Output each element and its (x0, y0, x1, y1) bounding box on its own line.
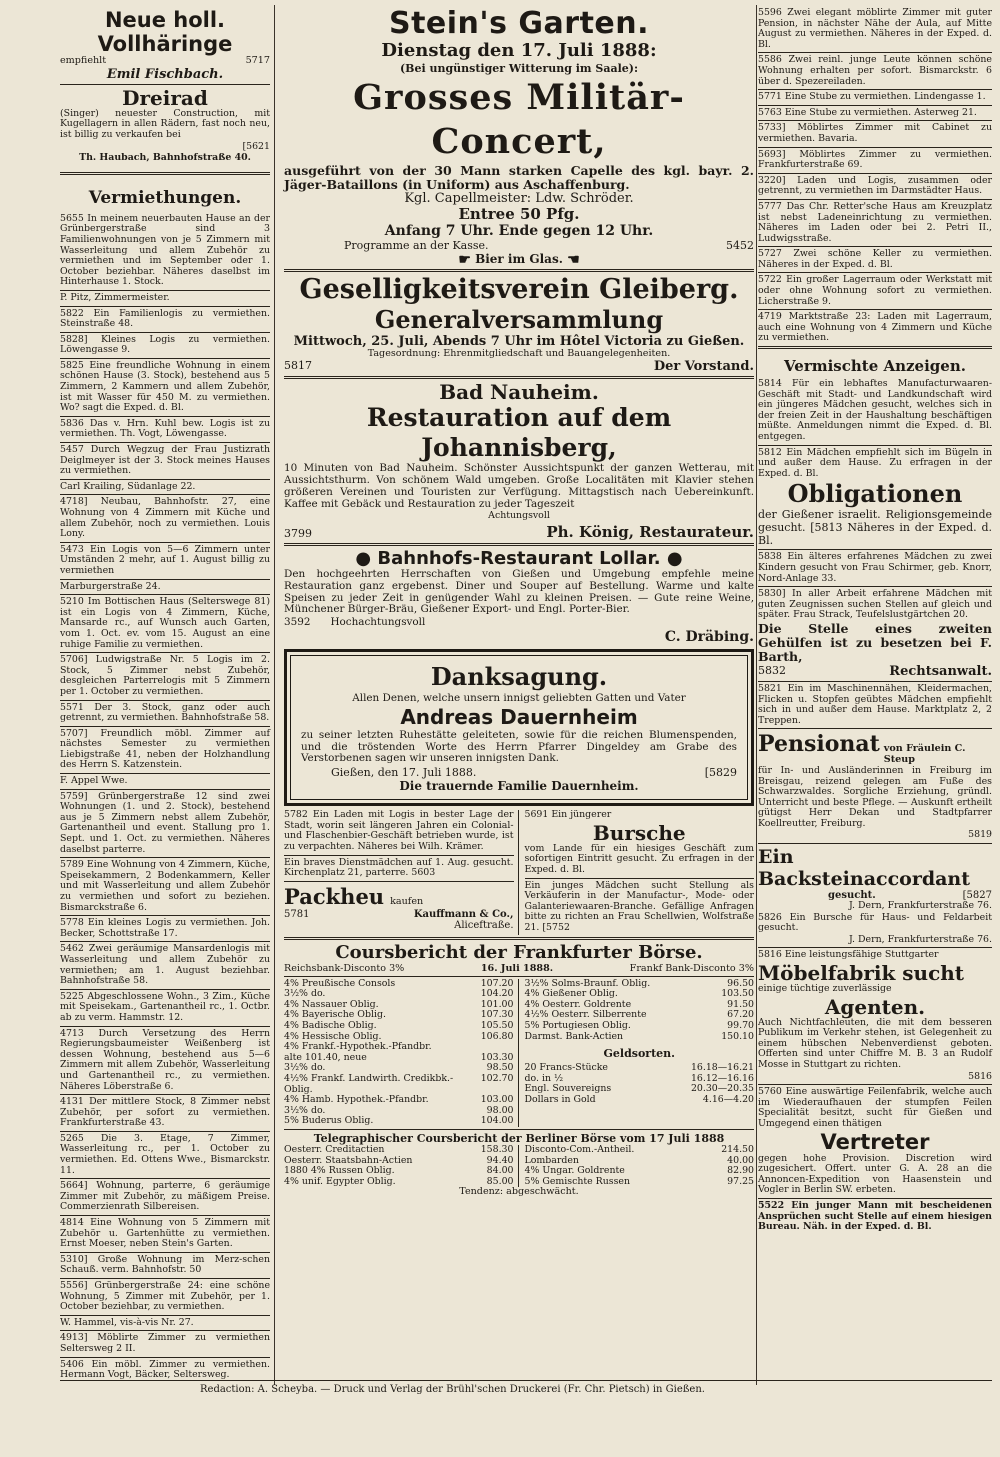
course-name: 3½% do. (284, 1062, 326, 1074)
dank-intro: Allen Denen, welche unsern innigst geliebten Gatten und Vater (352, 691, 686, 704)
table-row (284, 1074, 514, 1095)
course-name: 4% Hamb. Hypothek.-Pfandbr. (284, 1094, 429, 1106)
course-name: 4% Preußische Consols (284, 977, 396, 989)
classified-ad: 5310] Große Wohnung im Merz-schen Schauß. verm. Bahnhofstr. 50 (60, 1253, 270, 1276)
classified-ad: 5571 Der 3. Stock, ganz oder auch getrennt, zu vermiethen. Bahnhofstraße 58. (60, 701, 270, 724)
dank-place: Gießen, den 17. Juli 1888. (331, 766, 477, 780)
nauheim-ad (284, 381, 754, 541)
nauheim-rest: Restauration auf dem Johannisberg, (366, 403, 672, 463)
agenten-title: Agenten. (824, 994, 926, 1019)
lollar-text: Den hochgeehrten Herrschaften von Gießen und Umgebung empfehle meine Restauration ganz ergebenst. Diner und Souper auf Bestellung. Warme und kalte Speisen zu jeder Zeit in genügender Wahl zu kleinen Preisen. — Gute reine Weine, Münchener Bürger-Bräu, Gießener Export- und Engl. Porter-Bier. (284, 568, 754, 616)
course-name: Engl. Souvereigns (524, 1083, 612, 1095)
table-row (284, 1116, 514, 1127)
course-value: 104.00 (480, 1115, 514, 1127)
stein-date: Dienstag den 17. Juli 1888: (381, 40, 657, 61)
pensionat-ad (758, 731, 992, 841)
akk-sub: gesucht. (828, 890, 876, 902)
packheu-firm: Kauffmann & Co., (413, 908, 514, 920)
boerse-right: Frankf Bank-Disconto 3% (629, 962, 754, 974)
nauheim-sign: Ph. König, Restaurateur. (546, 523, 754, 542)
packheu-no: 5781 (284, 908, 310, 920)
agenten-no: 5816 (968, 1070, 992, 1082)
classified-ad: F. Appel Wwe. (60, 775, 128, 787)
hering-no: 5717 (245, 55, 270, 66)
bier: Bier im Glas. (475, 252, 563, 266)
left-column (60, 8, 270, 1382)
classified-ad: 5763 Eine Stube zu vermiethen. Asterweg 21. (758, 106, 977, 118)
lollar-sign: C. Dräbing. (664, 628, 754, 645)
hering-ad (60, 8, 270, 82)
classified-ad: 5778 Ein kleines Logis zu vermiethen. Joh. Becker, Schottstraße 17. (60, 917, 270, 939)
classified-ad: 5664] Wohnung, parterre, 6 geräumige Zimmer mit Zubehör, zu mäßigem Preise. Commerzienrath Silbereisen. (60, 1180, 270, 1213)
hering-name: Emil Fischbach. (106, 66, 224, 82)
capellmeister: Kgl. Capellmeister: Ldw. Schröder. (404, 191, 634, 206)
course-name: 4% Gießener Oblig. (524, 988, 618, 1000)
stein-weather: (Bei ungünstiger Witterung im Saale): (399, 62, 639, 75)
classified-ad: W. Hammel, vis-à-vis Nr. 27. (60, 1316, 194, 1328)
classified-ad: 5225 Abgeschlossene Wohn., 3 Zim., Küche mit Speisekam., Gartenantheil rc., 1. Octbr. ab zu verm. Hammstr. 12. (60, 990, 270, 1023)
gleiberg-ad (284, 274, 754, 375)
courses-right-table (525, 979, 755, 1043)
course-value: 98.00 (486, 1104, 514, 1116)
course-value: 103.50 (721, 988, 754, 1000)
table-row (284, 1021, 514, 1032)
course-value: 158.30 (480, 1143, 514, 1155)
boerse-title: Coursbericht der Frankfurter Börse. (335, 941, 703, 963)
course-name: alte 101.40, neue (284, 1051, 367, 1063)
classified-ad: 5586 Zwei reinl. junge Leute können schöne Wohnung erhalten per sofort. Bismarckstr. 6 über d. Spezereiladen. (758, 54, 992, 87)
course-value: 102.70 (480, 1072, 514, 1084)
classified-ad: 5406 Ein möbl. Zimmer zu vermiethen. Hermann Vogt, Bäcker, Seltersweg. (60, 1358, 270, 1381)
course-value: 84.00 (486, 1165, 514, 1177)
right-column (758, 8, 992, 1234)
footer-imprint: Redaction: A. Scheyba. — Druck und Verlag der Brühl'schen Druckerei (Fr. Chr. Pietsch) in Gießen. (200, 1384, 705, 1395)
dreirad-title: Dreirad (122, 85, 208, 110)
course-name: 4% unif. Egypter Oblig. (284, 1175, 396, 1187)
course-name: 3½% do. (284, 1104, 326, 1116)
course-name: 5% Gemischte Russen (524, 1175, 630, 1187)
gleiberg-no: 5817 (284, 359, 312, 373)
agenten-text: Auch Nichtfachleuten, die mit dem besseren Publikum im Verkehr stehen, ist Gelegenheit zu einem hübschen Nebenverdienst geboten. Offerten sind unter Chiffre M. B. 3 an Rudolf Mosse in Stuttgart zu richten. (758, 1016, 992, 1070)
dank-title: Danksagung. (430, 661, 608, 691)
classified-ad: 5836 Das v. Hrn. Kuhl bew. Logis ist zu vermiethen. Th. Vogt, Löwengasse. (60, 417, 270, 440)
course-value: 20.30—20.35 (690, 1083, 754, 1095)
course-name: 4% Nassauer Oblig. (284, 998, 379, 1010)
course-name: Oesterr. Staatsbahn-Actien (284, 1154, 413, 1166)
course-value: 4.16—4.20 (702, 1093, 754, 1105)
akk-no: [5827 (962, 890, 992, 902)
stein-garten-ad (284, 8, 754, 267)
concert-text: ausgeführt von der 30 Mann starken Capelle des kgl. bayr. 2. Jäger-Bataillons (in Uniform) aus Aschaffenburg. (284, 163, 754, 192)
classified-ad: 5265 Die 3. Etage, 7 Zimmer, Wasserleitung rc., per 1. October zu vermiethen. Ed. Ottens Wwe., Bismarckstr. 11. (60, 1132, 270, 1176)
packheu-kauft: kaufen (390, 895, 424, 907)
geld-title: Geldsorten. (603, 1047, 675, 1061)
classified-ad: 5759] Grünbergerstraße 12 sind zwei Wohnungen (1. und 2. Stock), bestehend aus je 5 Zimmern nebst allem Zubehör, Gartenantheil und event. Stallung pro 1. Sept. und 1. Oct. zu vermiethen. Näheres daselbst parterre. (60, 790, 270, 855)
packheu-street: Aliceftraße. (454, 919, 514, 931)
dreirad-ad (60, 87, 270, 164)
lollar-hoch: Hochachtungsvoll (330, 616, 426, 629)
classified-ad: 4713 Durch Versetzung des Herrn Regierungsbaumeister Weißenberg ist dessen Wohnung, bestehend aus 5—6 Zimmern mit allem Zubehör, Wasserleitung und Gartenantheil rc., zu vermiethen. Näheres Löberstraße 6. (60, 1027, 270, 1092)
hand-right-icon: ☚ (567, 251, 580, 268)
column-divider-right (756, 5, 757, 1385)
section-vermiethungen: Vermiethungen. (88, 187, 242, 208)
course-name: Oesterr. Creditactien (284, 1143, 385, 1155)
bullet-icon: ● (666, 548, 683, 570)
oblig-text: der Gießener israelit. Religionsgemeinde gesucht. [5813 Näheres in der Exped. d. Bl. (758, 508, 992, 548)
courses-left-table (284, 979, 514, 1127)
naeh-ad: 5821 Ein im Maschinennähen, Kleidermachen, Flicken u. Stopfen geübtes Mädchen empfiehlt sich in und außer dem Hause. Marktplatz 2, 2 Treppen. (758, 682, 992, 726)
course-value: 91.50 (727, 998, 754, 1010)
classified-ad: 5822 Ein Familienlogis zu vermiethen. Steinstraße 48. (60, 307, 270, 330)
packheu-title: Packheu (284, 883, 385, 909)
moebel-sub: einige tüchtige zuverlässige (758, 983, 892, 995)
obligationen-ad (758, 480, 992, 547)
classified-ad: 5473 Ein Logis von 5—6 Zimmern unter Umständen 2 mehr, auf 1. August billig zu vermiethen (60, 543, 270, 576)
lollar-title: Bahnhofs-Restaurant Lollar. (377, 548, 661, 570)
dank-name: Andreas Dauernheim (400, 704, 638, 729)
classified-ad: 5814 Für ein lebhaftes Manufacturwaaren-Geschäft mit Stadt- und Landkundschaft wird ein jüngeres Mädchen gesucht, welches sich in der freien Zeit in der Haushaltung beschäftigen müßte. Anmeldungen nimmt die Exped. d. Bl. entgegen. (758, 378, 992, 442)
dreirad-name: Th. Haubach, Bahnhofstraße 40. (79, 152, 251, 164)
course-name: 4% Ungar. Goldrente (524, 1165, 625, 1177)
course-value: 107.30 (480, 1009, 514, 1021)
hand-left-icon: ☛ (458, 251, 471, 268)
gleiberg-tages: Tagesordnung: Ehrenmitgliedschaft und Bauangelegenheiten. (367, 347, 671, 359)
course-name: 4% Hessische Oblig. (284, 1030, 382, 1042)
course-name: 5% Buderus Oblig. (284, 1115, 374, 1127)
classified-ad: 3220] Laden und Logis, zusammen oder getrennt, zu vermiethen im Darmstädter Haus. (758, 174, 992, 197)
bursche2-sign: J. Dern, Frankfurterstraße 76. (849, 933, 992, 945)
classified-ad: 5825 Eine freundliche Wohnung in einem schönen Hause (3. Stock), bestehend aus 5 Zimmern, 2 Kammern und allem Zubehör, ist mit Wasser für 450 M. zu vermiethen. Wo? sagt die Exped. d. Bl. (60, 359, 270, 414)
course-value: 99.70 (727, 1019, 754, 1031)
classified-ad: 5771 Eine Stube zu vermiethen. Lindengasse 1. (758, 91, 986, 103)
course-value: 103.30 (480, 1051, 514, 1063)
nauheim-title: Bad Nauheim. (439, 380, 599, 405)
course-name: 5% Portugiesen Oblig. (524, 1019, 631, 1031)
course-name: 3½% do. (284, 988, 326, 1000)
stelle-sign: Rechtsanwalt. (889, 663, 992, 679)
table-row (525, 1032, 755, 1043)
danksagung-box (284, 649, 754, 806)
classified-ad: 5556] Grünbergerstraße 24: eine schöne Wohnung, 5 Zimmer mit Zubehör, per 1. October beziehbar, zu vermiethen. (60, 1280, 270, 1313)
gleiberg-title: Geselligkeitsverein Gleiberg. (299, 273, 739, 305)
bursche-text: vom Lande für ein hiesiges Geschäft zum sofortigen Eintritt gesucht. Zu erfragen in der Exped. d. Bl. (524, 842, 754, 876)
course-value: 105.50 (480, 1019, 514, 1031)
stelle-no: 5832 (758, 663, 786, 677)
gleiberg-gv: Generalversammlung (374, 304, 664, 334)
akk-title: Ein Backsteinaccordant (758, 846, 971, 891)
boerse-date: 16. Juli 1888. (480, 962, 554, 974)
classified-ad: P. Pitz, Zimmermeister. (60, 291, 170, 303)
bursche2-ad: 5826 Ein Bursche für Haus- und Feldarbeit gesucht. (758, 911, 992, 934)
rental-ads (60, 214, 270, 1381)
stein-title: Stein's Garten. (388, 6, 650, 41)
classified-ad: 4913] Möblirte Zimmer zu vermiethen Seltersweg 2 II. (60, 1332, 270, 1354)
course-value: 101.00 (480, 998, 514, 1010)
course-name: Lombarden (524, 1154, 579, 1166)
course-name: 1880 4% Russen Oblig. (284, 1165, 395, 1177)
course-value: 16.12—16.16 (690, 1072, 754, 1084)
gleiberg-when: Mittwoch, 25. Juli, Abends 7 Uhr im Hôtel Victoria zu Gießen. (293, 333, 745, 349)
dreirad-no: [5621 (242, 140, 270, 152)
course-value: 107.20 (480, 977, 514, 989)
classified-ad: 5733] Möblirtes Zimmer mit Cabinet zu vermiethen. Bavaria. (758, 122, 992, 144)
akk-sign: J. Dern, Frankfurterstraße 76. (849, 900, 992, 912)
dreirad-text: (Singer) neuester Construction, mit Kugellagern in allen Rädern, fast noch neu, ist billig zu verkaufen bei (60, 107, 270, 140)
anfang: Anfang 7 Uhr. Ende gegen 12 Uhr. (384, 223, 654, 239)
classified-ad: 4719 Marktstraße 23: Laden mit Lagerraum, auch eine Wohnung von 4 Zimmern und Küche zu vermiethen. (758, 311, 992, 344)
table-row (525, 1145, 755, 1156)
table-row (525, 1021, 755, 1032)
course-value: 97.25 (727, 1175, 754, 1187)
course-value: 150.10 (721, 1030, 754, 1042)
tendenz: Tendenz: abgeschwächt. (459, 1186, 579, 1198)
course-value: 40.00 (727, 1154, 754, 1166)
classified-ad: 5596 Zwei elegant möblirte Zimmer mit guter Pension, in nächster Nähe der Aula, auf Mitte August zu vermiethen. Näheres in der Exped. d. Bl. (758, 7, 992, 50)
mann-ad: 5522 Ein junger Mann mit bescheidenen Ansprüchen sucht Stelle auf einem hiesigen Bureau. Näh. in der Exped. d. Bl. (758, 1199, 992, 1233)
pension-sub: von Fräulein C. Steup (883, 743, 966, 766)
classified-ad: 4131 Der mittlere Stock, 8 Zimmer nebst Zubehör, per sofort zu vermiethen. Frankfurterstraße 43. (60, 1096, 270, 1129)
classified-ad: 5722 Ein großer Lagerraum oder Werkstatt mit oder ohne Wohnung sofort zu vermiethen. Licherstraße 9. (758, 274, 992, 307)
classified-ad: 5777 Das Chr. Retter'sche Haus am Kreuzplatz ist nebst Ladeneinrichtung zu vermiethen. Näheres im Laden oder bei 2. Petri II., Ludwigsstraße. (758, 200, 992, 244)
nauheim-hoch: Achtungsvoll (488, 510, 550, 522)
course-value: 214.50 (721, 1143, 754, 1155)
course-value: 94.40 (486, 1154, 514, 1166)
dank-sign: Die trauernde Familie Dauernheim. (399, 779, 639, 794)
course-value: 98.50 (486, 1062, 514, 1074)
course-name: Disconto-Com.-Antheil. (524, 1143, 635, 1155)
lollar-no: 3592 (284, 616, 311, 629)
oblig-title: Obligationen (787, 479, 963, 509)
berlin-right-table (525, 1145, 755, 1187)
concert-title: Grosses Militär-Concert, (353, 77, 685, 162)
nauheim-no: 3799 (284, 527, 312, 541)
vertreter-text: gegen hohe Provision. Discretion wird zugesichert. Offert. unter G. A. 28 an die Annoncen-Expedition von Haasenstein und Vogler in Berlin SW. erbeten. (758, 1152, 992, 1196)
dienst-ad: Ein braves Dienstmädchen auf 1. Aug. gesucht. Kirchenplatz 21, parterre. 5603 (284, 856, 514, 879)
classified-ad: 4718] Neubau, Bahnhofstr. 27, eine Wohnung von 4 Zimmern mit Küche und allem Zubehör, noch zu vermiethen. Louis Lony. (60, 496, 270, 540)
course-name: 3½% Solms-Braunf. Oblig. (524, 977, 651, 989)
bursche-pre: 5691 Ein jüngerer (524, 809, 612, 821)
column-divider-left (274, 5, 275, 1385)
moebel-title: Möbelfabrik sucht (758, 961, 965, 986)
pension-text: für In- und Ausländerinnen in Freiburg im Breisgau, reizend gelegen am Fuße des Schwarzwaldes. Sorgliche Erziehung, gründl. Unterricht und beste Pflege. — Auskunft ertheilt gütigst Herr Dekan und Stadtpfarrer Koellreutter, Freiburg. (758, 764, 992, 829)
course-value: 103.00 (480, 1094, 514, 1106)
bursche-title: Bursche (592, 820, 686, 845)
course-value: 96.50 (727, 977, 754, 989)
classified-ad: 5706] Ludwigstraße Nr. 5 Logis im 2. Stock, 5 Zimmer nebst Zubehör, desgleichen Parterrelogis mit 5 Zimmern per 1. October zu vermiethen. (60, 654, 270, 697)
classified-ad: 5789 Eine Wohnung von 4 Zimmern, Küche, Speisekammern, 2 Bodenkammern, Keller und mit Wasserleitung und allem Zubehör zu vermiethen und sofort zu beziehen. Bismarckstraße 6. (60, 859, 270, 913)
pension-no: 5819 (968, 829, 992, 841)
table-row (284, 1145, 514, 1156)
course-value: 67.20 (727, 1009, 754, 1021)
vertreter-ad (758, 1087, 992, 1196)
right-rental-ads (758, 8, 992, 344)
feilen-text: 5760 Eine auswärtige Feilenfabrik, welche auch im Wiederaufhauen der stumpfen Feilen Specialität besitzt, sucht für Gießen und Umgegend einen thätigen (758, 1086, 992, 1129)
hering-sub: empfiehlt (60, 55, 107, 66)
stelle-ad (758, 622, 992, 679)
classified-ad: Carl Krailing, Südanlage 22. (60, 480, 196, 492)
course-name: do. in ½ (524, 1072, 564, 1084)
classified-ad: 5693] Möblirtes Zimmer zu vermiethen. Frankfurterstraße 69. (758, 148, 992, 171)
course-value: 106.80 (480, 1030, 514, 1042)
classified-ad: 5462 Zwei geräumige Mansardenlogis mit Wasserleitung und allem Zubehör zu vermiethen; am 1. August beziehbar. Bahnhofstraße 58. (60, 943, 270, 987)
course-name: Dollars in Gold (524, 1093, 596, 1105)
moebel-pre: 5816 Eine leistungsfähige Stuttgarter (758, 949, 939, 961)
course-name: 4% Badische Oblig. (284, 1019, 377, 1031)
programme-no: 5452 (726, 239, 754, 252)
geld-table (525, 1063, 755, 1105)
course-value: 104.20 (480, 988, 514, 1000)
small-ads-row (284, 810, 754, 934)
course-value: 85.00 (486, 1175, 514, 1187)
classified-ad: 5210 Im Bottischen Haus (Selterswege 81) ist ein Logis von 4 Zimmern, Küche, Mansarde rc., auf Wunsch auch Garten, vom 1. Oct. ev. vom 15. August an eine ruhige Familie zu vermiethen. (60, 596, 270, 650)
nauheim-text: 10 Minuten von Bad Nauheim. Schönster Aussichtspunkt der ganzen Wetterau, mit Aussichtsthurm. Von schönem Wald umgeben. Große Localitäten mit Klavier stehen größeren Vereinen und Touristen zur Verfügung. Mittagstisch nach Uebereinkunft. Kaffee mit Gebäck und Restauration zu jeder Tageszeit (284, 462, 754, 510)
course-name: 20 Francs-Stücke (524, 1062, 608, 1074)
laden-ad: 5782 Ein Laden mit Logis in bester Lage der Stadt, worin seit längeren Jahren ein Colonial- und Flaschenbier-Geschäft betrieben wurde, ist zu verpachten. Näheres bei Wilh. Krämer. (284, 809, 514, 853)
moebel-ad (758, 950, 992, 1082)
boerse-left: Reichsbank-Disconto 3% (284, 962, 405, 974)
misc-ads (758, 379, 992, 479)
vertreter-title: Vertreter (820, 1129, 930, 1154)
middle-column (284, 8, 754, 1198)
gleiberg-sign: Der Vorstand. (653, 359, 754, 375)
dank-text: zu seiner letzten Ruhestätte geleiteten, sowie für die reichen Blumenspenden, und die tröstenden Worte des Herrn Pfarrer Dingeldey am Grabe des Verstorbenen sagen wir unseren innigsten Dank. (301, 728, 737, 765)
berlin-left-table (284, 1145, 514, 1187)
classified-ad: 5838 Ein älteres erfahrenes Mädchen zu zwei Kindern gesucht von Frau Schirmer, geb. Knorr, Nord-Anlage 33. (758, 551, 992, 584)
course-name: 4% Bayerische Oblig. (284, 1009, 386, 1021)
akkordant-ad (758, 846, 992, 912)
classified-ad: 5830] In aller Arbeit erfahrene Mädchen mit guten Zeugnissen suchen Stellen auf gleich und später. Frau Strack, Teufelslustgärtchen 20. (758, 588, 992, 621)
course-value: 16.18—16.21 (690, 1062, 754, 1074)
table-row (525, 1095, 755, 1106)
frankfurt-boerse (284, 942, 754, 1198)
classified-ad: 5707] Freundlich möbl. Zimmer auf nächstes Semester zu vermiethen Liebigstraße 41, neben der Holzhandlung des Herrn S. Katzenstein. (60, 727, 270, 771)
course-name: 4½% Frankf. Landwirth. Credikbk.-Oblig. (284, 1072, 454, 1095)
course-name: Darmst. Bank-Actien (524, 1030, 624, 1042)
berlin-title: Telegraphischer Coursbericht der Berliner Börse vom 17 Juli 1888 (313, 1131, 725, 1145)
entree: Entree 50 Pfg. (458, 205, 580, 223)
pension-title: Pensionat (758, 731, 880, 758)
classified-ad: 5812 Ein Mädchen empfiehlt sich im Bügeln in und außer dem Hause. Zu erfragen in der Exped. d. Bl. (758, 446, 992, 479)
course-value: 82.90 (727, 1165, 754, 1177)
classified-ad: 4814 Eine Wohnung von 5 Zimmern mit Zubehör u. Gartenhütte zu vermiethen. Ernst Moeser, neben Stein's Garten. (60, 1217, 270, 1250)
classified-ad: Marburgerstraße 24. (60, 580, 161, 592)
lollar-ad (284, 548, 754, 645)
section-vermischte: Vermischte Anzeigen. (784, 357, 966, 376)
bullet-icon: ● (355, 548, 372, 570)
course-name: 4% Frankf.-Hypothek.-Pfandbr. (284, 1041, 432, 1053)
maedchen-ad: Ein junges Mädchen sucht Stellung als Verkäuferin in der Manufactur-, Mode- oder Galanteriewaaren-Branche. Gefällige Anfragen bitte zu richten an Frau Schellwien, Wolfstraße 21. [5752 (524, 879, 754, 933)
course-name: 4½% Oesterr. Silberrente (524, 1009, 647, 1021)
classified-ad: 5457 Durch Wegzug der Frau Justizrath Deiglmeyer ist der 3. Stock meines Hauses zu vermiethen. (60, 444, 270, 477)
classified-ad: 5655 In meinem neuerbauten Hause an der Grünbergerstraße sind 3 Familienwohnungen von je 5 Zimmern mit Wasserleitung und allem Zubehör zu vermiethen und im September oder 1. October beziehbar. Näheres daselbst im Hinterhause 1. Stock. (60, 212, 270, 288)
course-name: 4% Oesterr. Goldrente (524, 998, 632, 1010)
classified-ad: 5828] Kleines Logis zu vermiethen. Löwengasse 9. (60, 333, 270, 356)
programme: Programme an der Kasse. (344, 239, 489, 252)
classified-ad: 5727 Zwei schöne Keller zu vermiethen. Näheres in der Exped. d. Bl. (758, 248, 992, 270)
hering-title: Neue holl. Vollhäringe (97, 8, 233, 56)
misc-ads-2 (758, 552, 992, 621)
stelle-text: Die Stelle eines zweiten Gehülfen ist zu besetzen bei F. Barth, (758, 620, 992, 664)
dank-no: [5829 (704, 766, 737, 780)
